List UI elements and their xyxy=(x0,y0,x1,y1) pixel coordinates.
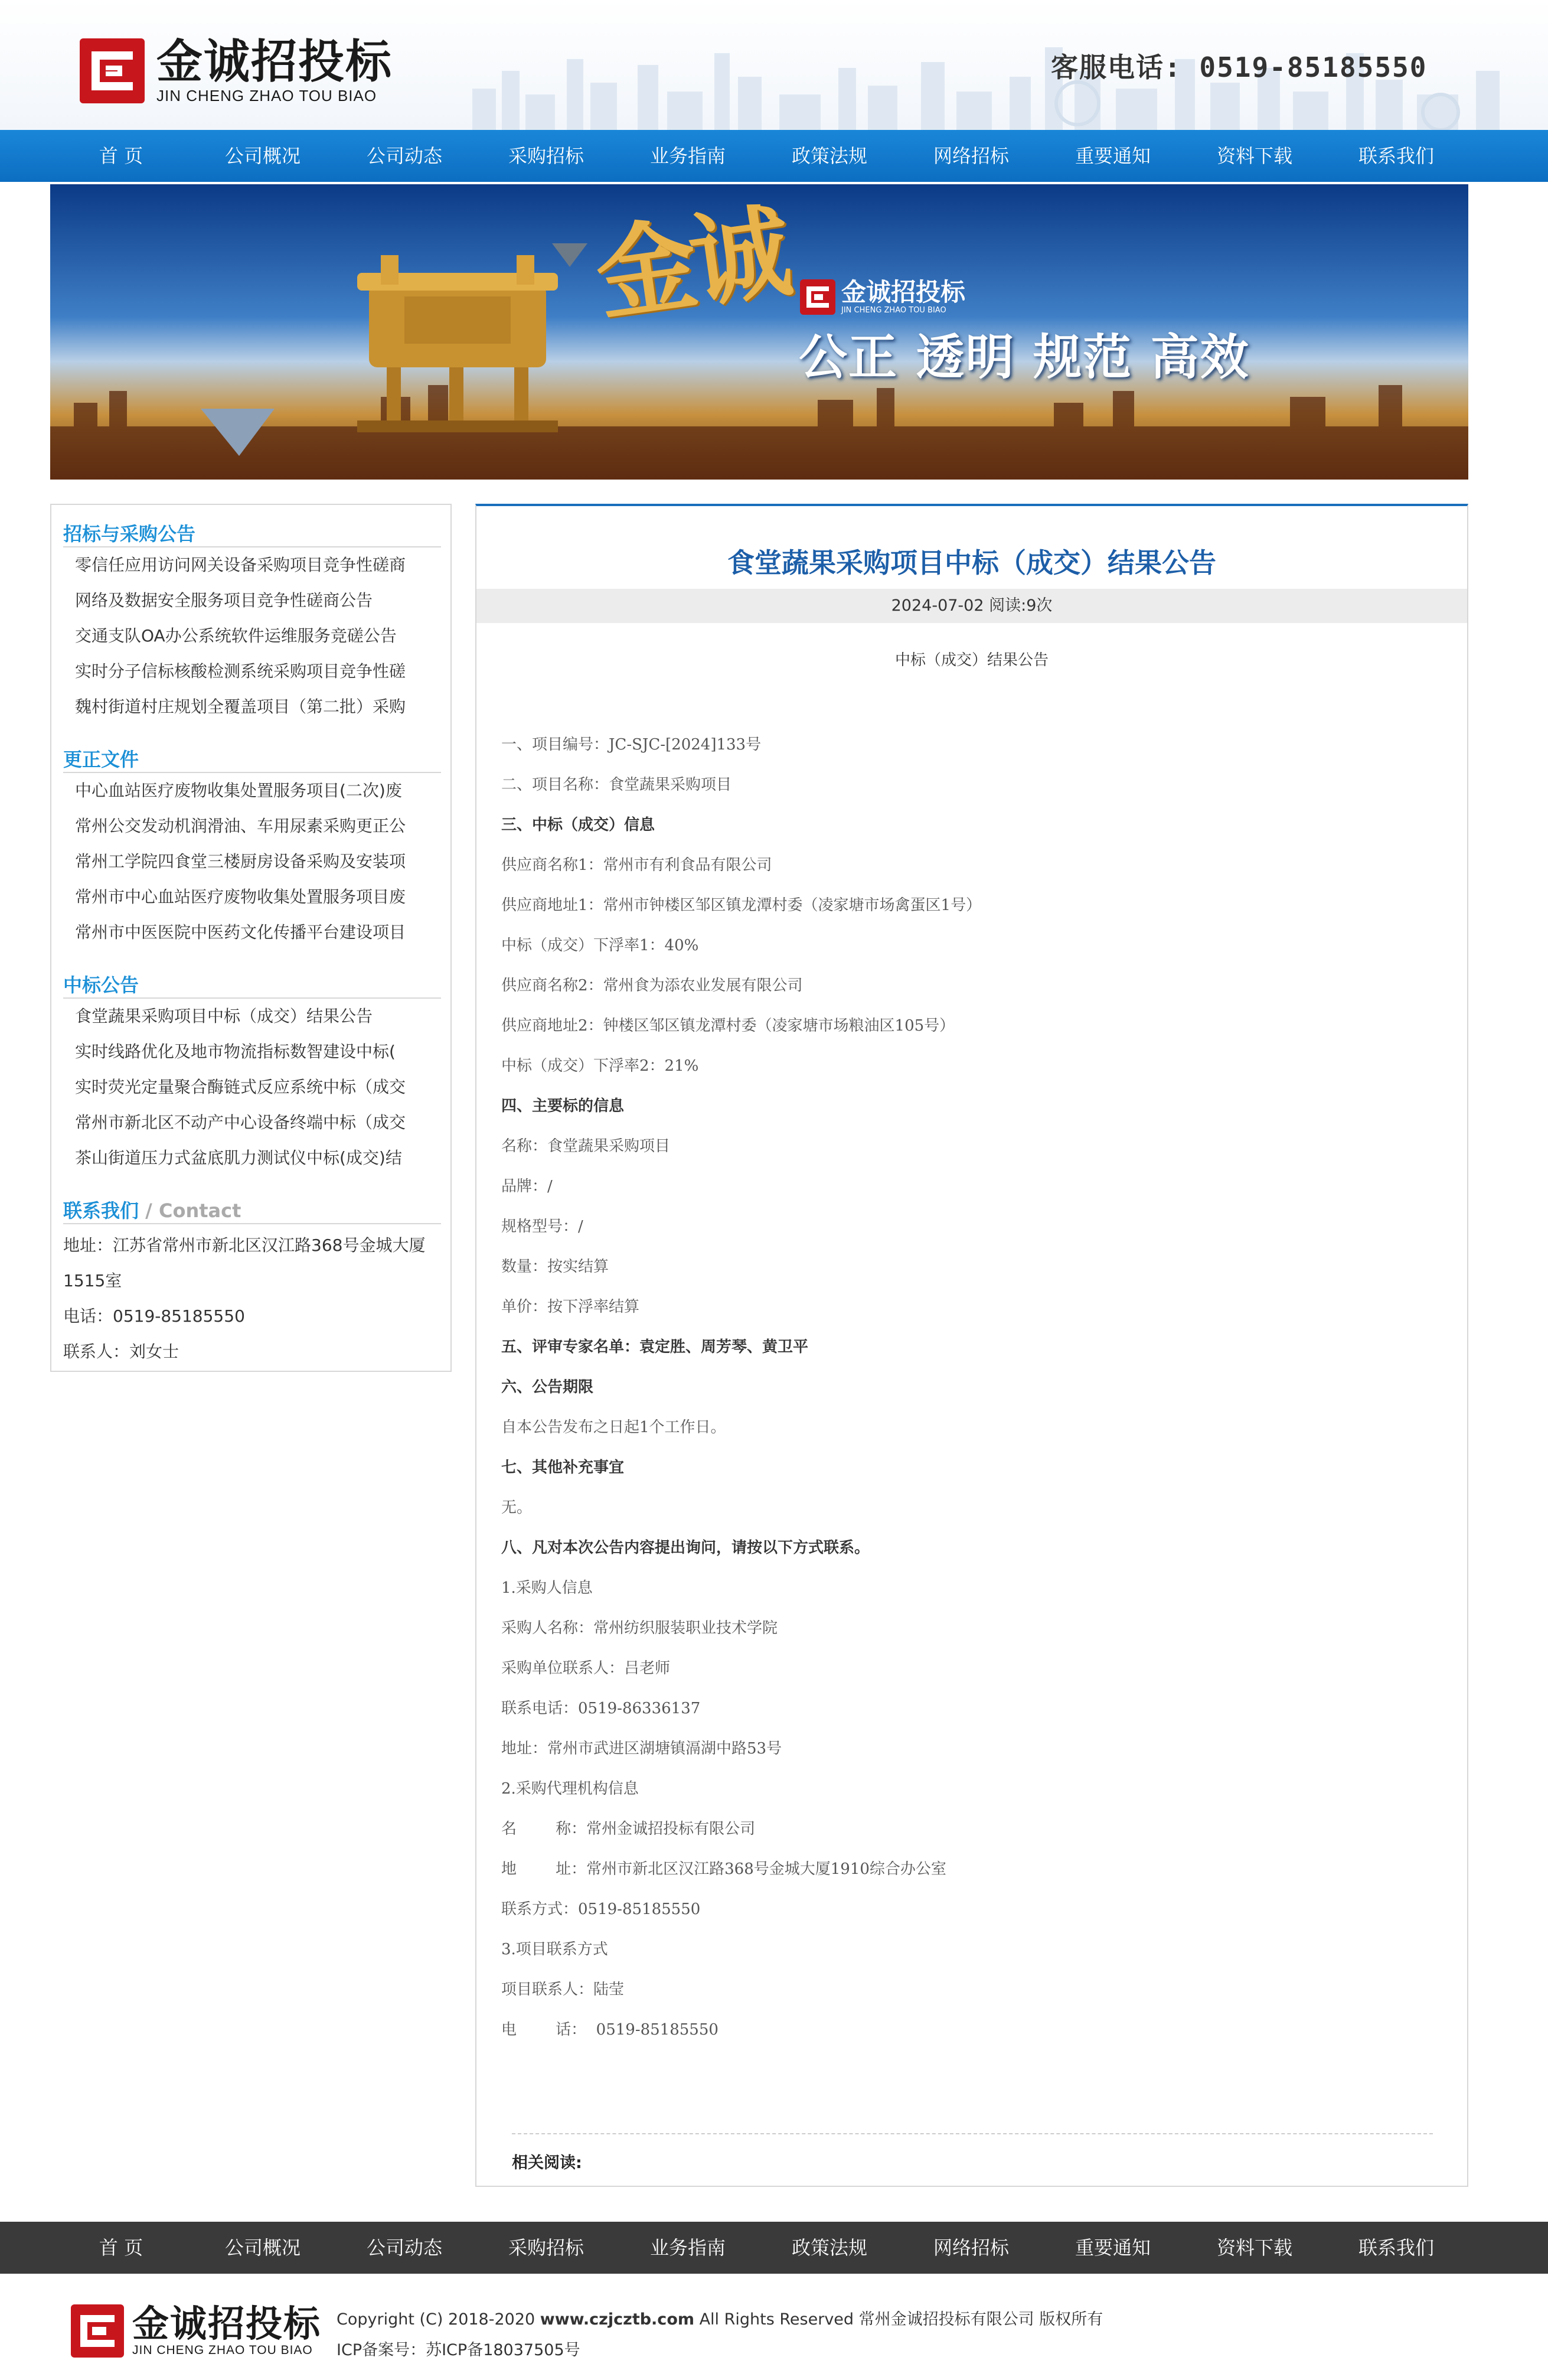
sidebar-section-contact xyxy=(63,1197,441,1370)
sidebar-list-item[interactable]: 魏村街道村庄规划全覆盖项目（第二批）采购 xyxy=(75,697,406,716)
sidebar-list-item[interactable]: 实时荧光定量聚合酶链式反应系统中标（成交 xyxy=(75,1077,406,1097)
nav-item-contact[interactable]: 联系我们 xyxy=(1358,145,1434,167)
sidebar-list-item[interactable]: 食堂蔬果采购项目中标（成交）结果公告 xyxy=(75,1006,373,1026)
sidebar-list-item[interactable]: 实时分子信标核酸检测系统采购项目竞争性磋 xyxy=(75,661,406,681)
footer-copyright xyxy=(337,2304,1103,2366)
article-line: 中标（成交）下浮率2：21% xyxy=(501,1057,699,1075)
footer-nav-item-downloads[interactable]: 资料下载 xyxy=(1216,2236,1292,2259)
contact-title-en: / Contact xyxy=(139,1199,241,1222)
site-header xyxy=(0,0,1548,130)
sidebar-list-item[interactable]: 常州市中医医院中医药文化传播平台建设项目 xyxy=(75,922,406,942)
article-body xyxy=(501,725,1446,2050)
article-line: 供应商名称1：常州市有利食品有限公司 xyxy=(501,856,772,874)
nav-item-procurement-tender[interactable]: 采购招标 xyxy=(508,145,584,167)
footer-logo-cn: 金诚招投标 xyxy=(132,2302,322,2345)
icp-record[interactable]: ICP备案号：苏ICP备18037505号 xyxy=(337,2341,580,2359)
copyright-prefix: Copyright (C) 2018-2020 xyxy=(337,2310,540,2329)
article-subtitle: 中标（成交）结果公告 xyxy=(894,651,1049,669)
contact-phone: 电话：0519-85185550 xyxy=(63,1306,245,1326)
main-navigation xyxy=(0,130,1548,182)
article-line: 联系电话：0519-86336137 xyxy=(501,1700,701,1717)
banner-logo-en: JIN CHENG ZHAO TOU BIAO xyxy=(841,306,946,315)
footer-nav-item-business-guide[interactable]: 业务指南 xyxy=(649,2236,726,2259)
footer-nav-item-online-tender[interactable]: 网络招标 xyxy=(933,2236,1009,2259)
sidebar-list-item[interactable]: 实时线路优化及地市物流指标数智建设中标( xyxy=(75,1042,396,1061)
article-line: 地址：常州市武进区湖塘镇滆湖中路53号 xyxy=(501,1740,782,1758)
nav-item-business-guide[interactable]: 业务指南 xyxy=(649,145,726,167)
sidebar-list-item[interactable]: 常州市新北区不动产中心设备终端中标（成交 xyxy=(75,1113,406,1132)
footer-nav-item-procurement-tender[interactable]: 采购招标 xyxy=(508,2236,584,2259)
article-line: 3.项目联系方式 xyxy=(501,1941,608,1958)
article-line: 七、其他补充事宜 xyxy=(501,1459,625,1476)
footer-navigation xyxy=(0,2222,1548,2274)
article-line: 采购单位联系人：吕老师 xyxy=(501,1660,671,1677)
footer-logo-icon xyxy=(71,2304,124,2358)
article-line: 名称：食堂蔬果采购项目 xyxy=(501,1137,671,1155)
site-domain-link[interactable]: www.czjcztb.com xyxy=(540,2310,694,2329)
banner-calligraphy: 金诚 xyxy=(589,192,793,336)
sidebar-list-item[interactable]: 常州工学院四食堂三楼厨房设备采购及安装项 xyxy=(75,852,406,871)
nav-item-company-overview[interactable]: 公司概况 xyxy=(224,145,301,167)
article-line: 电 话： 0519-85185550 xyxy=(501,2021,719,2039)
article-line: 名 称：常州金诚招投标有限公司 xyxy=(501,1820,756,1838)
footer-nav-item-policies[interactable]: 政策法规 xyxy=(791,2236,867,2259)
nav-item-downloads[interactable]: 资料下载 xyxy=(1216,145,1292,167)
sidebar-list-item[interactable]: 中心血站医疗废物收集处置服务项目(二次)废 xyxy=(75,781,402,800)
article-line: 地 址：常州市新北区汉江路368号金城大厦1910综合办公室 xyxy=(501,1860,946,1878)
article-line: 供应商地址1：常州市钟楼区邹区镇龙潭村委（凌家塘市场禽蛋区1号） xyxy=(501,896,982,914)
article-line: 中标（成交）下浮率1：40% xyxy=(501,937,699,954)
article-line: 规格型号：/ xyxy=(501,1218,583,1235)
logo-icon xyxy=(80,38,145,103)
nav-item-policies[interactable]: 政策法规 xyxy=(791,145,867,167)
copyright-suffix: All Rights Reserved 常州金诚招投标有限公司 版权所有 xyxy=(694,2310,1103,2329)
site-logo[interactable] xyxy=(80,35,393,106)
logo-chinese-name: 金诚招投标 xyxy=(156,35,393,89)
article-line: 六、公告期限 xyxy=(501,1378,594,1396)
banner-logo-icon xyxy=(800,279,835,315)
footer-nav-item-home[interactable]: 首 页 xyxy=(99,2236,143,2259)
related-reading: 相关阅读: xyxy=(512,2133,1433,2173)
sidebar-section-title[interactable]: 更正文件 xyxy=(63,746,441,773)
article-title: 食堂蔬果采购项目中标（成交）结果公告 xyxy=(727,547,1216,579)
sidebar-list-item[interactable]: 茶山街道压力式盆底肌力测试仪中标(成交)结 xyxy=(75,1148,402,1168)
article-line: 八、凡对本次公告内容提出询问，请按以下方式联系。 xyxy=(501,1539,870,1557)
article-line: 二、项目名称：食堂蔬果采购项目 xyxy=(501,776,732,794)
banner-slogan: 公正 透明 规范 高效 xyxy=(799,330,1250,386)
sidebar xyxy=(50,504,452,1372)
banner-logo xyxy=(800,279,965,315)
article-panel xyxy=(475,504,1468,2187)
contact-title-cn: 联系我们 xyxy=(63,1199,139,1222)
sidebar-section-award-notices xyxy=(63,971,441,1176)
logo-english-name: JIN CHENG ZHAO TOU BIAO xyxy=(156,87,377,105)
footer-nav-item-company-news[interactable]: 公司动态 xyxy=(366,2236,442,2259)
footer-nav-item-contact[interactable]: 联系我们 xyxy=(1358,2236,1434,2259)
article-line: 项目联系人：陆莹 xyxy=(501,1981,625,1998)
article-line: 2.采购代理机构信息 xyxy=(501,1780,639,1798)
contact-person: 联系人：刘女士 xyxy=(63,1342,179,1361)
nav-item-company-news[interactable]: 公司动态 xyxy=(366,145,442,167)
sidebar-list-item[interactable]: 网络及数据安全服务项目竞争性磋商公告 xyxy=(75,591,373,610)
article-line: 联系方式：0519-85185550 xyxy=(501,1900,701,1918)
sidebar-list-item[interactable]: 交通支队OA办公系统软件运维服务竞磋公告 xyxy=(75,626,397,645)
article-line: 五、评审专家名单：袁定胜、周芳琴、黄卫平 xyxy=(501,1338,809,1356)
bronze-ding-icon xyxy=(357,255,558,432)
nav-item-online-tender[interactable]: 网络招标 xyxy=(933,145,1009,167)
article-line: 无。 xyxy=(501,1499,533,1517)
footer-logo-en: JIN CHENG ZHAO TOU BIAO xyxy=(132,2343,313,2357)
hero-banner xyxy=(50,184,1468,480)
site-footer xyxy=(0,2274,1548,2380)
sidebar-section-title[interactable]: 中标公告 xyxy=(63,971,441,999)
article-line: 采购人名称：常州纺织服装职业技术学院 xyxy=(501,1619,778,1637)
contact-address-cont: 1515室 xyxy=(63,1271,122,1290)
article-line: 三、中标（成交）信息 xyxy=(501,816,655,834)
sidebar-section-title xyxy=(63,1197,441,1224)
article-line: 供应商名称2：常州食为添农业发展有限公司 xyxy=(501,977,803,995)
article-line: 供应商地址2：钟楼区邹区镇龙潭村委（凌家塘市场粮油区105号） xyxy=(501,1017,955,1035)
nav-item-important-notices[interactable]: 重要通知 xyxy=(1075,145,1151,167)
article-line: 四、主要标的信息 xyxy=(501,1097,625,1115)
article-line: 品牌：/ xyxy=(501,1178,553,1195)
footer-nav-item-company-overview[interactable]: 公司概况 xyxy=(224,2236,301,2259)
article-line: 数量：按实结算 xyxy=(501,1258,609,1276)
article-line: 1.采购人信息 xyxy=(501,1579,593,1597)
article-line: 单价：按下浮率结算 xyxy=(501,1298,640,1316)
footer-logo xyxy=(71,2304,321,2358)
article-meta: 2024-07-02 阅读:9次 xyxy=(476,589,1467,623)
sidebar-list-item[interactable]: 零信任应用访问网关设备采购项目竞争性磋商 xyxy=(75,555,406,575)
service-hotline: 客服电话: 0519-85185550 xyxy=(1051,51,1428,83)
nav-item-home[interactable]: 首 页 xyxy=(99,145,143,167)
sidebar-section-corrections xyxy=(63,746,441,950)
sidebar-list-item[interactable]: 常州公交发动机润滑油、车用尿素采购更正公 xyxy=(75,816,406,836)
article-line: 自本公告发布之日起1个工作日。 xyxy=(501,1419,726,1436)
sidebar-section-title[interactable]: 招标与采购公告 xyxy=(63,520,441,547)
article-line: 一、项目编号：JC-SJC-[2024]133号 xyxy=(501,736,762,754)
banner-logo-cn: 金诚招投标 xyxy=(841,278,966,307)
contact-address: 地址：江苏省常州市新北区汉江路368号金城大厦 xyxy=(63,1235,426,1255)
sidebar-list-item[interactable]: 常州市中心血站医疗废物收集处置服务项目废 xyxy=(75,887,406,907)
footer-nav-item-important-notices[interactable]: 重要通知 xyxy=(1075,2236,1151,2259)
sidebar-section-tender-notices xyxy=(63,520,441,725)
